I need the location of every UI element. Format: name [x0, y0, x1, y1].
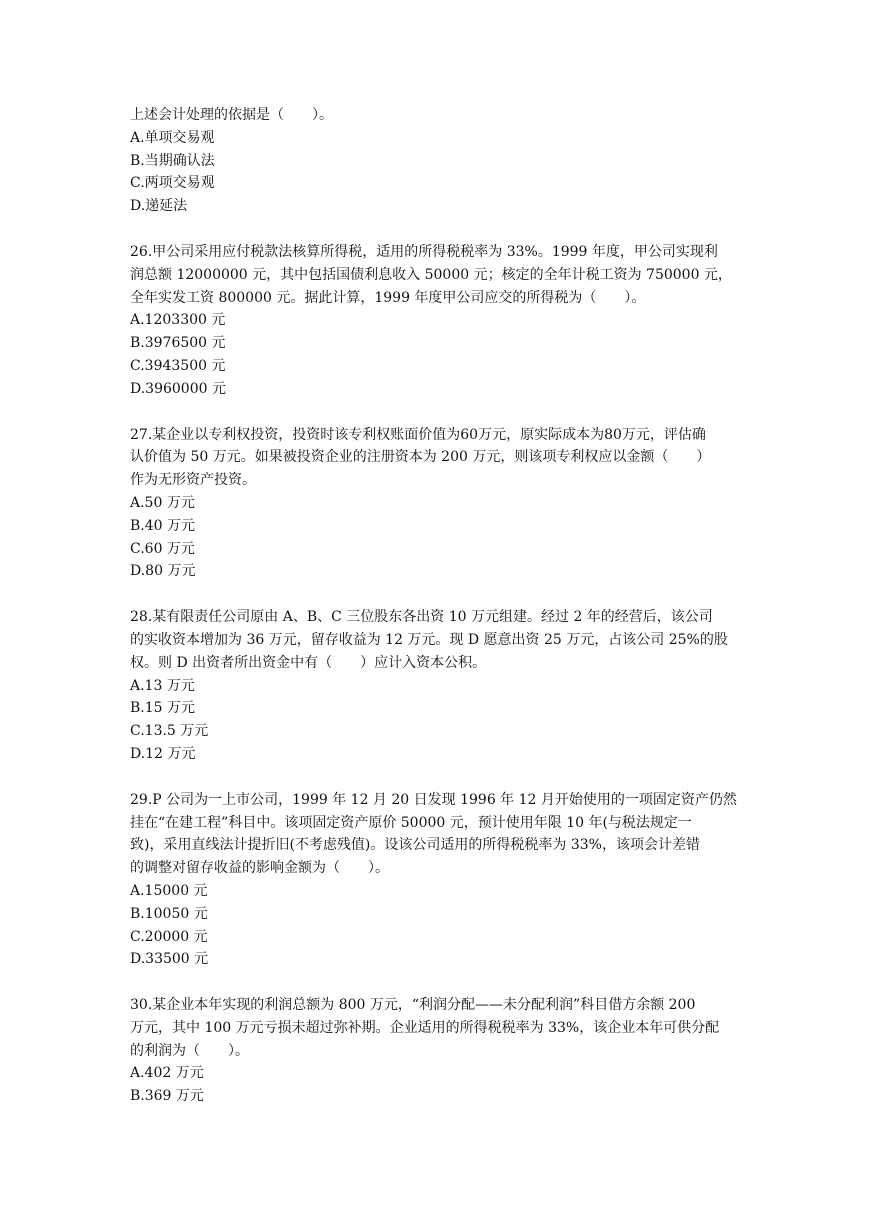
option-c: C.20000 元	[130, 928, 208, 945]
question-stem-line: 27.某企业以专利权投资，投资时该专利权账面价值为60万元，原实际成本为80万元，评估确	[130, 426, 706, 443]
option-a: A.1203300 元	[130, 312, 226, 329]
question-intro	[130, 104, 745, 218]
question-stem-line: 认价值为 50 万元。如果被投资企业的注册资本为 200 万元，则该项专利权应以金额（ ）	[130, 449, 711, 466]
question-28	[130, 606, 745, 766]
option-b: B.40 万元	[130, 517, 196, 534]
question-stem-line: 29.P 公司为一上市公司，1999 年 12 月 20 日发现 1996 年 12 月开始使用的一项固定资产仍然	[130, 791, 737, 808]
question-27	[130, 424, 745, 584]
option-d: D.80 万元	[130, 563, 196, 580]
question-stem-line: 的利润为（ ）。	[130, 1042, 249, 1059]
option-d: D.3960000 元	[130, 380, 226, 397]
exam-page	[130, 104, 745, 1108]
question-stem-line: 作为无形资产投资。	[130, 472, 256, 489]
question-29	[130, 789, 745, 971]
spacer	[130, 766, 745, 789]
option-b: B.15 万元	[130, 700, 196, 717]
option-b: B.3976500 元	[130, 335, 226, 352]
question-stem-line: 28.某有限责任公司原由 A、B、C 三位股东各出资 10 万元组建。经过 2 年的经营后，该公司	[130, 609, 713, 626]
question-stem-line: 26.甲公司采用应付税款法核算所得税，适用的所得税税率为 33%。1999 年度，甲公司实现利	[130, 243, 718, 260]
option-a: A.15000 元	[130, 882, 208, 899]
option-d: D.递延法	[130, 198, 188, 215]
question-stem-line: 上述会计处理的依据是（ ）。	[130, 107, 333, 123]
spacer	[130, 401, 745, 424]
option-b: B.369 万元	[130, 1088, 204, 1105]
option-a: A.50 万元	[130, 494, 195, 511]
question-stem-line: 润总额 12000000 元，其中包括国债利息收入 50000 元；核定的全年计税工资为 750000 元，	[130, 266, 732, 283]
question-stem-line: 万元，其中 100 万元亏损未超过弥补期。企业适用的所得税税率为 33%，该企业本年可供分配	[130, 1019, 720, 1036]
option-a: A.单项交易观	[130, 129, 215, 146]
question-30	[130, 994, 745, 1108]
spacer	[130, 218, 745, 241]
option-b: B.10050 元	[130, 905, 208, 922]
question-stem-line: 挂在“在建工程”科目中。该项固定资产原价 50000 元，预计使用年限 10 年(与税法规定一	[130, 814, 692, 831]
option-d: D.12 万元	[130, 745, 196, 762]
spacer	[130, 583, 745, 606]
option-d: D.33500 元	[130, 951, 209, 968]
question-stem-line: 致)，采用直线法计提折旧(不考虑残值)。设该公司适用的所得税税率为 33%，该项会计差错	[130, 837, 700, 854]
option-c: C.60 万元	[130, 540, 195, 557]
question-stem-line: 的调整对留存收益的影响金额为（ ）。	[130, 860, 389, 877]
question-stem-line: 的实收资本增加为 36 万元，留存收益为 12 万元。现 D 愿意出资 25 万元，占该公司 25%的股	[130, 631, 728, 648]
question-stem-line: 30.某企业本年实现的利润总额为 800 万元，“利润分配——未分配利润”科目借方余额 200	[130, 997, 696, 1014]
option-c: C.两项交易观	[130, 175, 215, 192]
question-stem-line: 权。则 D 出资者所出资金中有（ ）应计入资本公积。	[130, 654, 487, 671]
option-c: C.13.5 万元	[130, 723, 209, 740]
option-c: C.3943500 元	[130, 357, 226, 374]
question-stem-line: 全年实发工资 800000 元。据此计算，1999 年度甲公司应交的所得税为（ ）。	[130, 289, 646, 306]
question-26	[130, 241, 745, 401]
option-a: A.402 万元	[130, 1065, 204, 1082]
option-a: A.13 万元	[130, 677, 195, 694]
spacer	[130, 971, 745, 994]
option-b: B.当期确认法	[130, 152, 215, 169]
